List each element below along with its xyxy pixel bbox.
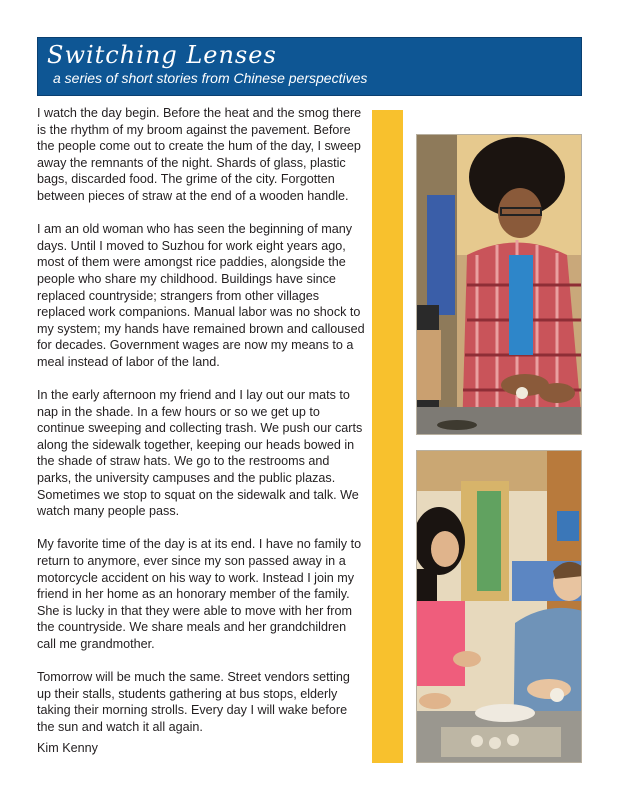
author-byline: Kim Kenny bbox=[37, 741, 98, 755]
banner-subtitle: a series of short stories from Chinese perspectives bbox=[53, 70, 368, 86]
accent-bar bbox=[372, 110, 403, 763]
story-text bbox=[37, 105, 367, 752]
photo-illustration bbox=[417, 451, 582, 763]
photo-illustration bbox=[417, 135, 582, 435]
photo-student-making-dumplings bbox=[416, 134, 582, 435]
header-banner bbox=[37, 37, 582, 96]
banner-title: Switching Lenses bbox=[47, 41, 277, 69]
photo-students-at-table bbox=[416, 450, 582, 763]
story-paragraph: Tomorrow will be much the same. Street vendors setting up their stalls, students gathering at bus stops, elderly taking their morning strolls. Every day I will wake before the sun and watch it all again. bbox=[37, 670, 350, 734]
story-paragraph: In the early afternoon my friend and I lay out our mats to nap in the shade. In a few hours or so we get up to continue sweeping and collecting trash. We push our carts along the sidewalk together, keeping our heads bowed in the shade of straw hats. We go to the restrooms and parks, the university campuses and the public plazas. Sometimes we stop to squat on the sidewalk and talk. We watch many people pass. bbox=[37, 388, 363, 519]
story-paragraph: I watch the day begin. Before the heat and the smog there is the rhythm of my broom against the pavement. Before the people come out to create the hum of the day, I sweep away the remnants of the night. Shards of glass, plastic bags, discarded food. The grime of the city. Forgotten between pieces of straw at the end of a wooden handle. bbox=[37, 106, 362, 203]
story-paragraph: I am an old woman who has seen the beginning of many days. Until I moved to Suzhou for work eight years ago, most of them were amongst rice paddies, alongside the people who share my childhood. Buildings have since replaced countryside; strangers from other villages replaced work companions. Manual labor was no shock to my system; my hands have remained brown and calloused for decades. Government wages are now my means to a meal instead of labor of the land. bbox=[37, 222, 365, 369]
story-paragraph: My favorite time of the day is at its end. I have no family to return to anymore, ever since my son passed away in a motorcycle accident on his way to work. Instead I join my friend in her home as an honorary member of the family. She is lucky in that they were able to move with her from the countryside. We share meals and her grandchildren call me grandmother. bbox=[37, 537, 362, 651]
